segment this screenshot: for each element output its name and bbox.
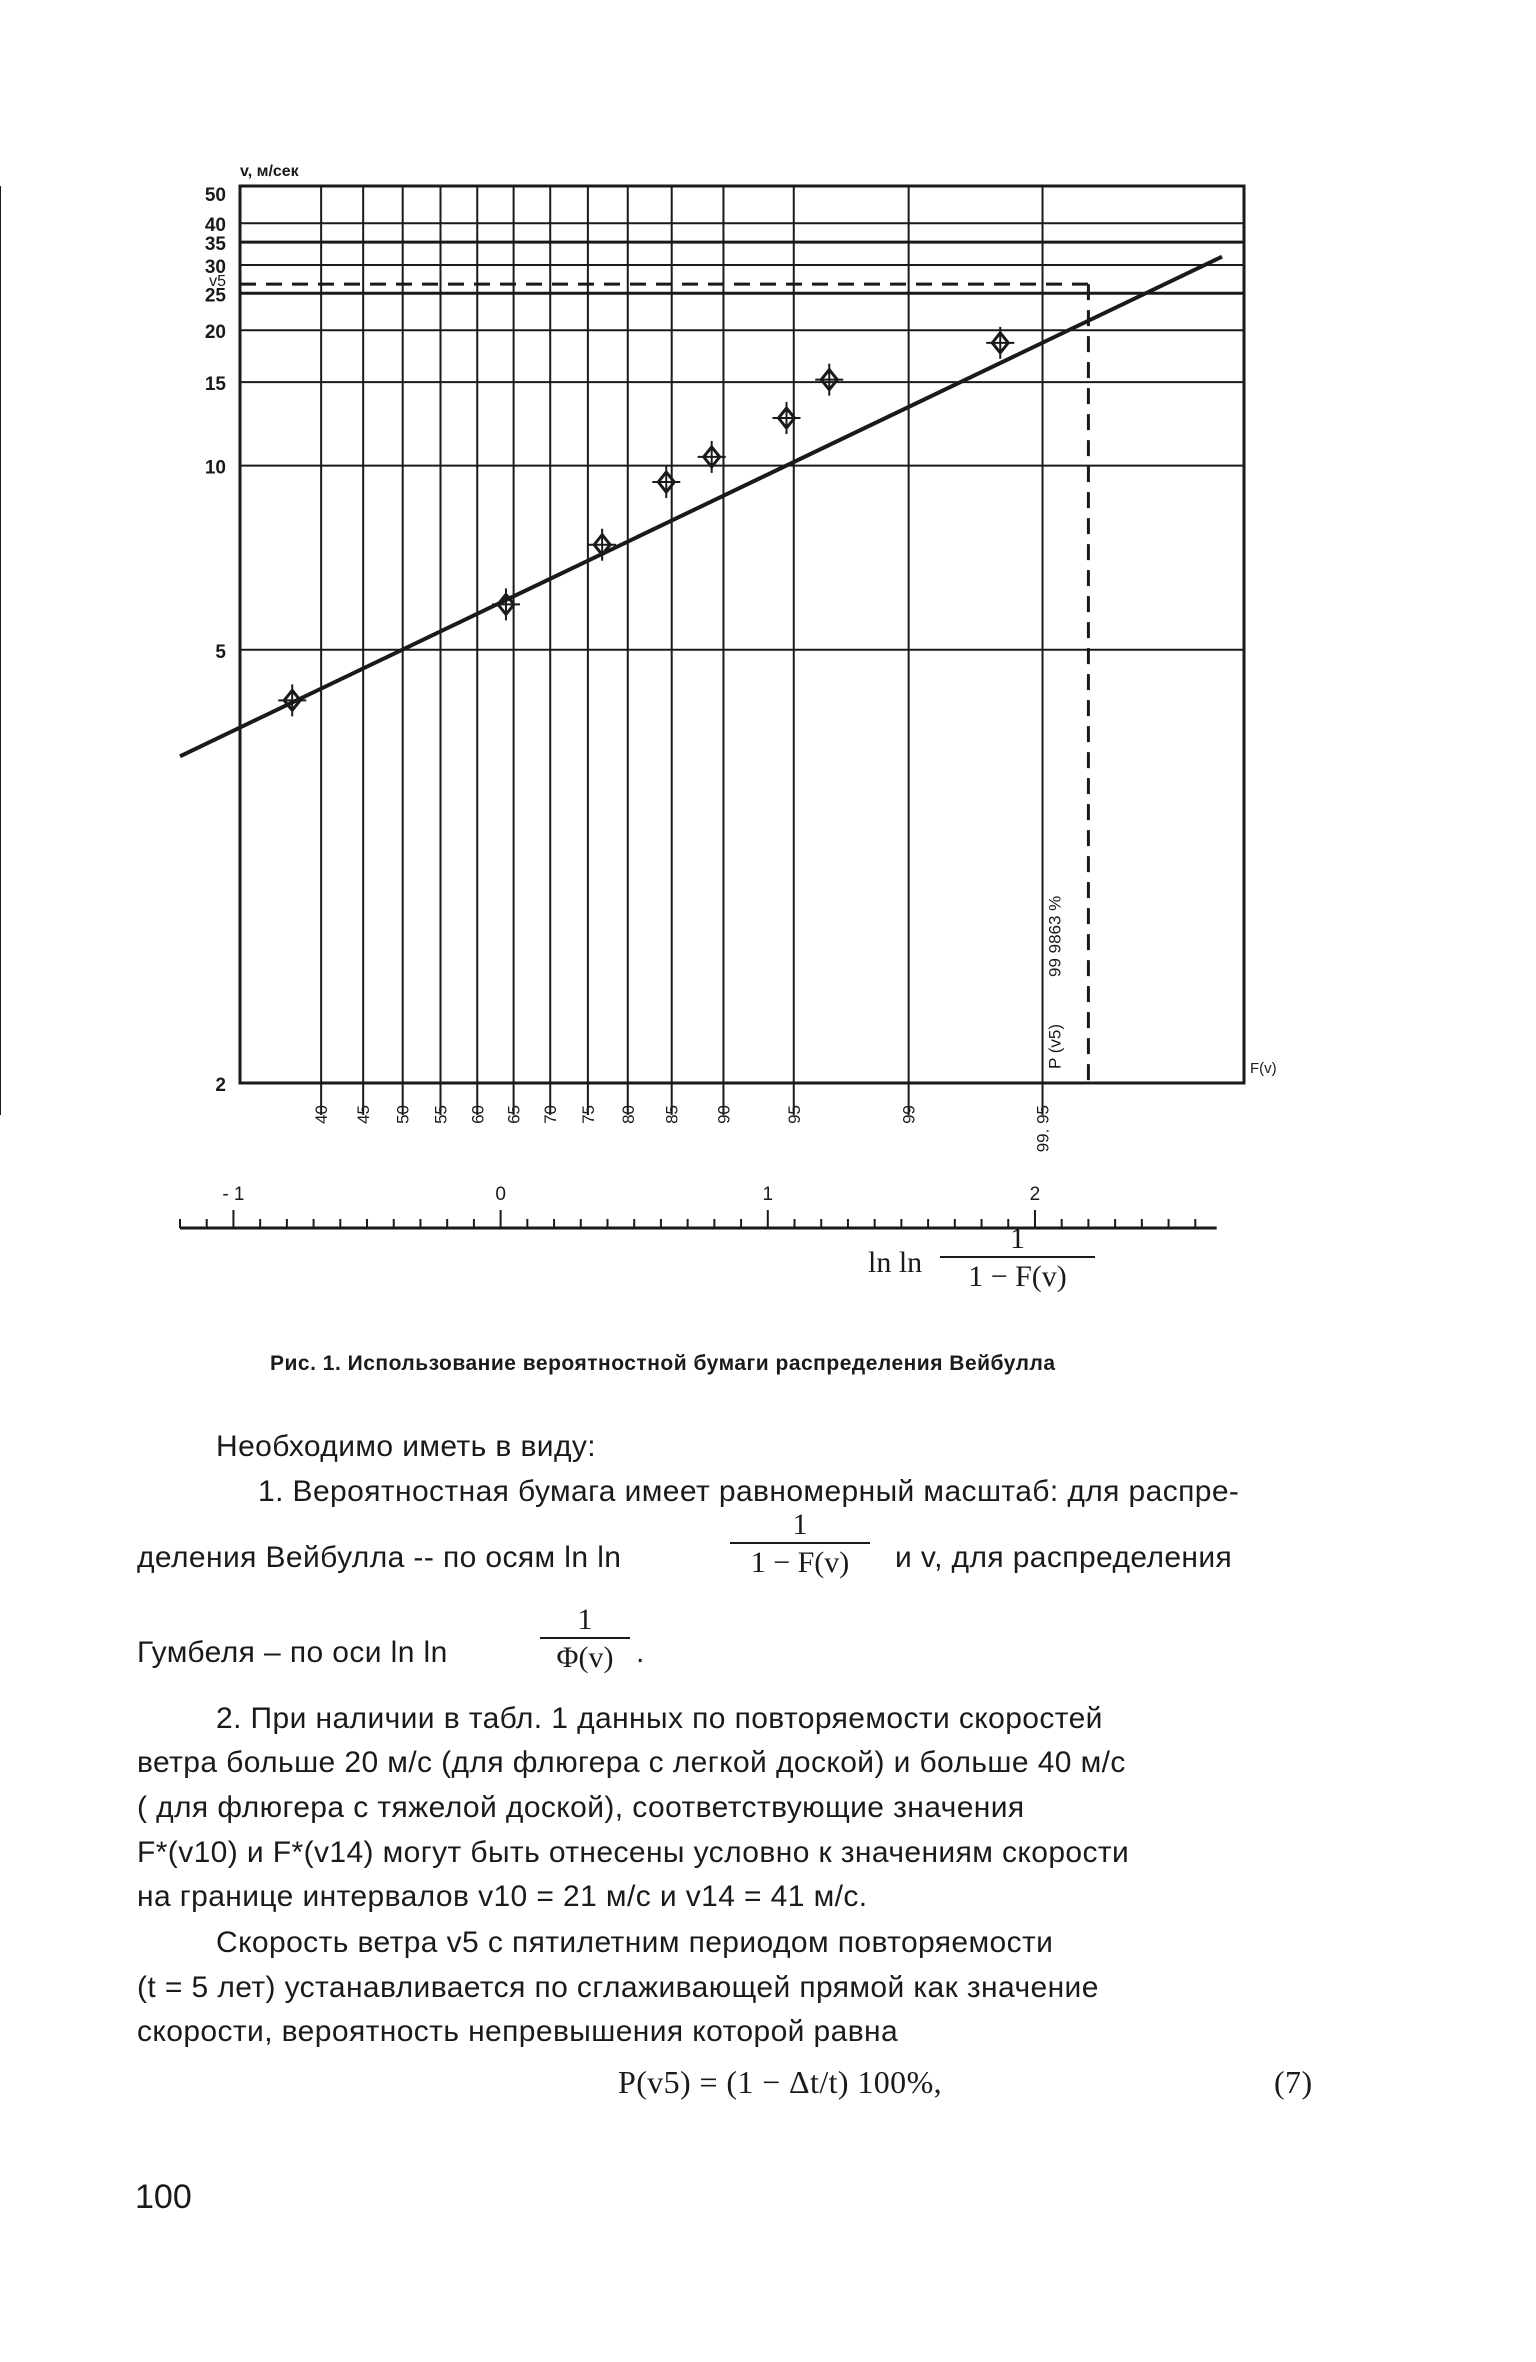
- bottom-axis-tick-label: - 1: [222, 1184, 245, 1205]
- x-tick-label: 75: [578, 1105, 598, 1124]
- y-axis-label: v, м/сек: [240, 163, 299, 180]
- weibull-fraction: [730, 1508, 870, 1580]
- y-tick-label: 5: [215, 641, 226, 663]
- gumbel-fraction-denominator: Φ(v): [540, 1637, 630, 1675]
- paragraph-1-line-2b: и v, для распределения: [895, 1541, 1233, 1574]
- y-tick-label: 15: [204, 374, 226, 396]
- gumbel-fraction-numerator: 1: [577, 1603, 593, 1636]
- paragraph-3-line-3: скорости, вероятность непревышения которой равна: [137, 2015, 899, 2048]
- paragraph-3-line-1: Скорость ветра v5 с пятилетним периодом повторяемости: [216, 1926, 1054, 1959]
- x-tick-label: 99. 95: [1033, 1105, 1053, 1153]
- y-tick-label: 20: [204, 322, 226, 344]
- y-tick-label: 50: [204, 185, 226, 206]
- paragraph-1-line-3b: .: [636, 1636, 645, 1669]
- x-tick-label: 55: [431, 1105, 451, 1124]
- y-tick-label: 40: [204, 215, 226, 237]
- bottom-axis-label-fraction: [940, 1222, 1095, 1294]
- data-point: [652, 466, 680, 498]
- data-point: [278, 684, 306, 716]
- gumbel-fraction: [540, 1603, 630, 1675]
- paragraph-1-line-2a: деления Вейбулла -- по осям ln ln: [137, 1541, 622, 1574]
- v5-axis-label: v5: [209, 273, 226, 291]
- formula-7: P(v5) = (1 − Δt/t) 100%,: [618, 2064, 943, 2100]
- y-tick-label: 10: [204, 457, 226, 479]
- p-v5-value: 99 9863 %: [1045, 895, 1065, 977]
- paragraph-1-line-1: 1. Вероятностная бумага имеет равномерный масштаб: для распре-: [258, 1475, 1240, 1508]
- paragraph-2-line-3: ( для флюгера с тяжелой доской), соответствующие значения: [137, 1791, 1025, 1824]
- x-tick-label: 95: [784, 1105, 804, 1124]
- x-tick-label: 99: [899, 1105, 919, 1124]
- data-point: [986, 327, 1014, 359]
- bottom-axis-denominator: 1 − F(v): [940, 1256, 1095, 1294]
- horizontal-gridlines: [240, 223, 1244, 650]
- x-tick-label: 50: [393, 1105, 413, 1124]
- y-tick-label: 25: [204, 285, 226, 307]
- x-tick-label: 60: [468, 1105, 488, 1124]
- bottom-axis-tick-label: 0: [495, 1184, 506, 1205]
- x-tick-label: 40: [312, 1105, 332, 1124]
- y-tick-label: 35: [204, 234, 226, 256]
- x-tick-label: 45: [354, 1105, 374, 1124]
- paragraph-3-line-2: (t = 5 лет) устанавливается по сглаживающей прямой как значение: [137, 1971, 1099, 2004]
- paragraph-2-line-5: на границе интервалов v10 = 21 м/с и v14 = 41 м/с.: [137, 1880, 868, 1913]
- bottom-axis-tick-label: 2: [1029, 1184, 1041, 1205]
- y-tick-label: 30: [204, 256, 226, 278]
- page-number: 100: [135, 2178, 192, 2216]
- data-point: [772, 402, 800, 434]
- formula-number: (7): [1274, 2064, 1313, 2100]
- p-v5-label: P (v5): [1045, 1023, 1065, 1069]
- paragraph-2-line-1: 2. При наличии в табл. 1 данных по повторяемости скоростей: [216, 1702, 1103, 1735]
- x-axis-label: F(v): [1250, 1060, 1277, 1077]
- data-point: [698, 441, 726, 473]
- x-tick-label: 90: [714, 1105, 734, 1124]
- x-tick-labels: [0, 1090, 1053, 1152]
- bottom-axis-tick-label: 1: [762, 1184, 774, 1205]
- data-point: [588, 529, 616, 561]
- weibull-fraction-denominator: 1 − F(v): [730, 1542, 870, 1580]
- paragraph-1-line-3a: Гумбеля – по оси ln ln: [137, 1636, 448, 1669]
- y-tick-label: 2: [215, 1075, 226, 1096]
- bottom-axis-label-left: ln ln: [868, 1246, 923, 1279]
- paragraph-intro: Необходимо иметь в виду:: [216, 1430, 597, 1463]
- x-tick-label: 85: [662, 1105, 682, 1124]
- y-tick-labels: [205, 185, 227, 1096]
- x-tick-label: 80: [618, 1105, 638, 1124]
- paragraph-2-line-4: F*(v10) и F*(v14) могут быть отнесены условно к значениям скорости: [137, 1836, 1130, 1869]
- weibull-fraction-numerator: 1: [792, 1508, 808, 1541]
- paragraph-2-line-2: ветра больше 20 м/с (для флюгера с легкой доской) и больше 40 м/с: [137, 1746, 1126, 1779]
- figure-caption: Рис. 1. Использование вероятностной бумаги распределения Вейбулла: [270, 1352, 1056, 1375]
- bottom-axis-numerator: 1: [1010, 1222, 1025, 1255]
- x-tick-label: 65: [504, 1105, 524, 1124]
- x-tick-label: 70: [541, 1105, 561, 1124]
- fit-line: [180, 257, 1222, 757]
- data-point: [815, 364, 843, 396]
